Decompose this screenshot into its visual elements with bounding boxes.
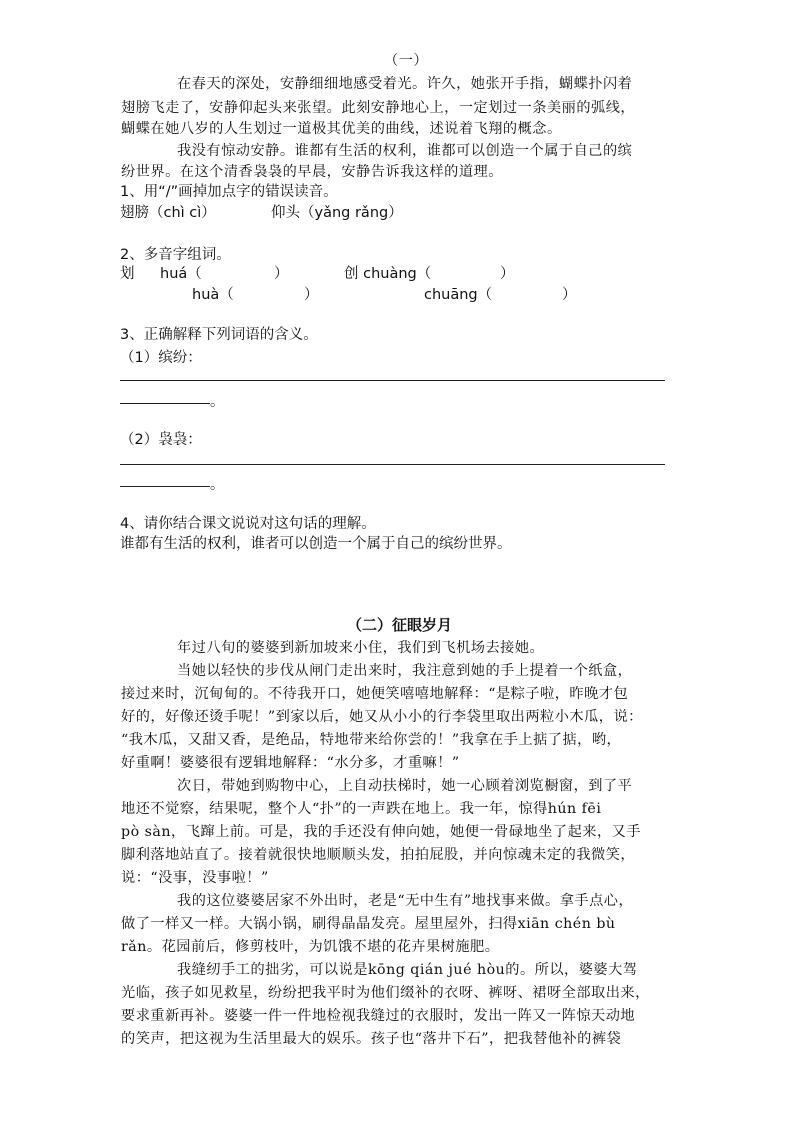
paren-close: ） bbox=[562, 287, 577, 303]
hua-2nd-tone: huá（ bbox=[160, 266, 202, 282]
period-mark: 。 bbox=[210, 477, 225, 493]
question-4-sentence: 谁都有生活的权利，谁者可以创造一个属于自己的缤纷世界。 bbox=[120, 536, 512, 552]
passage-line: rǎn。花园前后，修剪枝叶，为饥饿不堪的花卉果树施肥。 bbox=[121, 939, 500, 955]
passage-line: 好的，好像还烫手呢！”到家以后，她又从小小的行李袋里取出两粒小木瓜，说： bbox=[121, 709, 643, 725]
question-3-prompt: 3、正确解释下列词语的含义。 bbox=[120, 327, 318, 343]
char-hua: 划 bbox=[120, 266, 135, 282]
question-3-sub-2: （2）袅袅： bbox=[120, 432, 202, 448]
passage-line: 当她以轻快的步伐从闸门走出来时，我注意到她的手上提着一个纸盒， bbox=[177, 663, 633, 679]
hua-4th-tone: huà（ bbox=[192, 287, 234, 303]
paren-close: ） bbox=[304, 287, 319, 303]
passage-line: 在春天的深处，安静细细地感受着光。许久，她张开手指，蝴蝶扑闪着 bbox=[177, 76, 633, 92]
passage-line: 蝴蝶在她八岁的人生划过一道极其优美的曲线，述说着飞翔的概念。 bbox=[121, 121, 562, 137]
passage-line: 说：“没事，没事啦！” bbox=[121, 870, 269, 886]
passage-line: 光临，孩子如见救星，纷纷把我平时为他们缀补的衣呀、裤呀、裙呀全部取出来， bbox=[121, 985, 650, 1001]
passage-line: 要求重新再补。婆婆一件一件地检视我缝过的衣服时，发出一阵又一阵惊天动地 bbox=[121, 1008, 636, 1024]
passage-line: 翅膀飞走了，安静仰起头来张望。此刻安静地心上，一定划过一条美丽的弧线， bbox=[121, 100, 636, 116]
passage-line: 我的这位婆婆居家不外出时，老是“无中生有”地找事来做。拿手点心， bbox=[177, 893, 634, 909]
passage-line: 年过八旬的婆婆到新加坡来小住，我们到飞机场去接她。 bbox=[177, 640, 545, 656]
passage-line: 好重啊！婆婆很有逻辑地解释：“水分多，才重嘛！” bbox=[121, 755, 460, 771]
answer-line bbox=[120, 464, 665, 465]
question-1-item-chibang: 翅膀（chì cì） bbox=[120, 205, 216, 221]
passage-line: 我缝纫手工的拙劣，可以说是kōng qián jué hòu的。所以，婆婆大驾 bbox=[177, 962, 638, 978]
answer-line bbox=[120, 380, 665, 381]
chuang-1st-tone: chuāng（ bbox=[424, 287, 493, 303]
question-1-item-yangtou: 仰头（yǎng rǎng） bbox=[271, 205, 403, 221]
question-2-prompt: 2、多音字组词。 bbox=[120, 247, 231, 263]
answer-line-short bbox=[120, 403, 210, 404]
section2-title: （二）征眼岁月 bbox=[347, 616, 453, 634]
passage-line: 我没有惊动安静。谁都有生活的权利，谁都可以创造一个属于自己的缤 bbox=[177, 143, 633, 159]
passage-line: pò sàn，飞蹿上前。可是，我的手还没有伸向她，她便一骨碌地坐了起来，又手 bbox=[121, 824, 642, 840]
passage-line: 地还不觉察，结果呢，整个人“扑”的一声跌在地上。我一年，惊得hún fēi bbox=[121, 801, 602, 817]
passage-line: 做了一样又一样。大锅小锅，刷得晶晶发亮。屋里屋外，扫得xiān chén bù bbox=[121, 916, 616, 932]
paren-close: ） bbox=[500, 266, 515, 282]
chuang-4th-tone: 创 chuàng（ bbox=[344, 266, 432, 282]
question-1-prompt: 1、用“/”画掉加点字的错误读音。 bbox=[120, 184, 338, 200]
period-mark: 。 bbox=[210, 394, 225, 410]
passage-line: 接过来时，沉甸甸的。不待我开口，她便笑嘻嘻地解释：“是粽子啦，昨晚才包 bbox=[121, 686, 629, 702]
passage-line: 纷世界。在这个清香袅袅的早晨，安静告诉我这样的道理。 bbox=[121, 164, 503, 180]
section1-title: （一） bbox=[384, 53, 429, 69]
passage-line: 的笑声，把这视为生活里最大的娱乐。孩子也“落井下石”，把我替他补的裤袋 bbox=[121, 1031, 622, 1047]
passage-line: 次日，带她到购物中心，上自动扶梯时，她一心顾着浏览橱窗，到了平 bbox=[177, 778, 633, 794]
passage-line: 脚利落地站直了。接着就很快地顺顺头发，拍拍屁股，并向惊魂未定的我微笑， bbox=[121, 847, 636, 863]
passage-line: “我木瓜，又甜又香，是绝品，特地带来给你尝的！”我拿在手上掂了掂，哟， bbox=[121, 732, 622, 748]
answer-line-short bbox=[120, 486, 210, 487]
question-3-sub-1: （1）缤纷： bbox=[120, 350, 202, 366]
paren-close: ） bbox=[274, 266, 289, 282]
question-4-prompt: 4、请你结合课文说说对这句话的理解。 bbox=[120, 516, 376, 532]
